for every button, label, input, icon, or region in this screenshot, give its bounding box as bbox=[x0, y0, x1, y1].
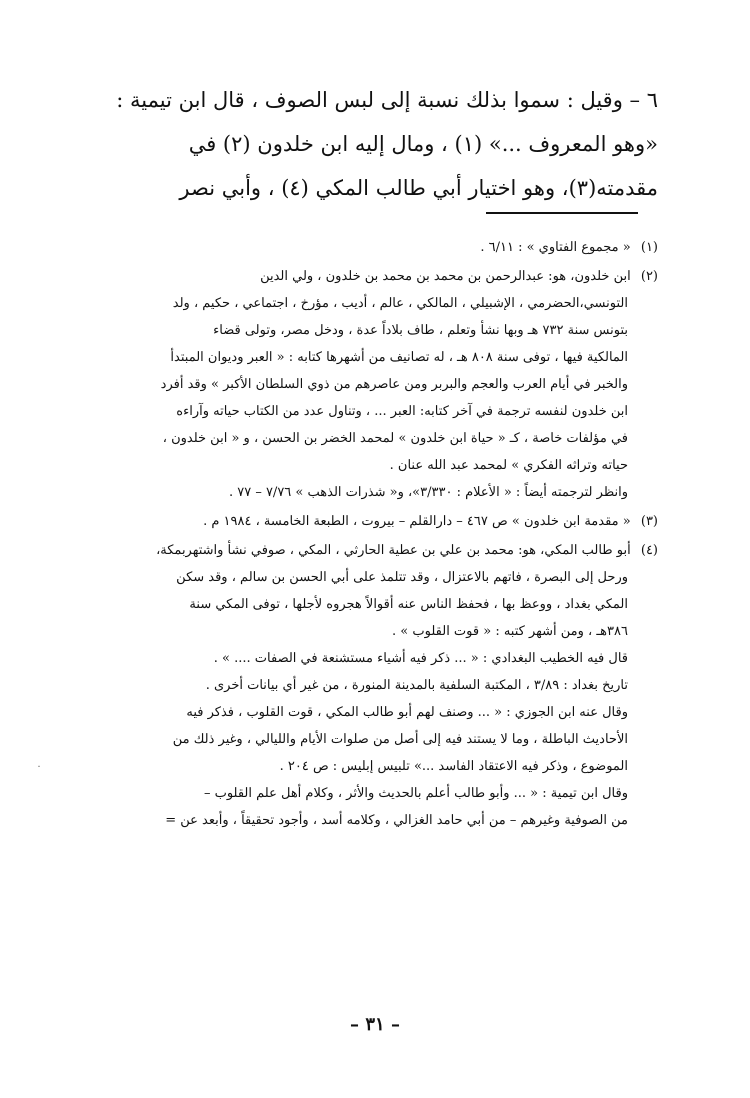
footnote-line: المكي بغداد ، ووعظ بها ، فحفظ الناس عنه أقوالاً هجروه لأجلها ، توفى المكي سنة bbox=[189, 597, 628, 612]
page-number: – ٣١ – bbox=[350, 1014, 400, 1035]
footnote-line: ٣٨٦هـ ، ومن أشهر كتبه : « قوت القلوب » . bbox=[392, 624, 628, 639]
main-line: ٦ – وقيل : سموا بذلك نسبة إلى لبس الصوف ، قال ابن تيمية : bbox=[116, 88, 658, 112]
footnote-text: « مجموع الفتاوي » : ٦/١١ . bbox=[480, 240, 631, 255]
main-line: مقدمته(٣)، وهو اختيار أبي طالب المكي (٤) ، وأبي نصر bbox=[179, 176, 658, 200]
main-line: «وهو المعروف ...» (١) ، ومال إليه ابن خلدون (٢) في bbox=[188, 132, 658, 156]
footnote-number: (٢) bbox=[640, 269, 658, 284]
footnote-number: (٤) bbox=[640, 543, 658, 558]
footnote-line: في مؤلفات خاصة ، كـ « حياة ابن خلدون » لمحمد الخضر بن الحسن ، و « ابن خلدون ، bbox=[162, 431, 628, 446]
footnotes bbox=[94, 234, 658, 836]
margin-mark: ˙ bbox=[36, 764, 42, 778]
footnote-line: حياته وتراثه الفكري » لمحمد عبد الله عنان . bbox=[389, 458, 628, 473]
footnote-line: ابن خلدون، هو: عبدالرحمن بن محمد بن محمد بن خلدون ، ولي الدين bbox=[260, 269, 631, 284]
footnote-line: تاريخ بغداد : ٣/٨٩ ، المكتبة السلفية بالمدينة المنورة ، من غير أي بيانات أخرى . bbox=[205, 678, 628, 693]
footnote-line: أبو طالب المكي، هو: محمد بن علي بن عطية الحارثي ، المكي ، صوفي نشأ واشتهربمكة، bbox=[156, 543, 631, 558]
footnote-line: والخبر في أيام العرب والعجم والبربر ومن عاصرهم من ذوي السلطان الأكبر » وقد أفرد bbox=[160, 377, 628, 392]
footnote-number: (٣) bbox=[640, 514, 658, 529]
footnote-line: التونسي،الحضرمي ، الإشبيلي ، المالكي ، عالم ، أديب ، مؤرخ ، اجتماعي ، حكيم ، ولد bbox=[172, 296, 628, 311]
footnote-2 bbox=[94, 263, 658, 506]
footnote-line: وانظر لترجمته أيضاً : « الأعلام : ٣/٣٣٠»، و« شذرات الذهب » ٧/٧٦ – ٧٧ . bbox=[228, 485, 628, 500]
footnote-number: (١) bbox=[640, 240, 658, 255]
footnote-line: وقال عنه ابن الجوزي : « ... وصنف لهم أبو طالب المكي ، قوت القلوب ، فذكر فيه bbox=[186, 705, 628, 720]
footnote-line: بتونس سنة ٧٣٢ هـ وبها نشأ وتعلم ، طاف بلاداً عدة ، ودخل مصر، وتولى قضاء bbox=[213, 323, 628, 338]
footnote-line: قال فيه الخطيب البغدادي : « ... ذكر فيه أشياء مستشنعة في الصفات .... » . bbox=[213, 651, 628, 666]
footnote-line: المالكية فيها ، توفى سنة ٨٠٨ هـ ، له تصانيف من أشهرها كتابه : « العبر وديوان المبتدأ bbox=[170, 350, 628, 365]
footnote-line: الأحاديث الباطلة ، وما لا يستند فيه إلى أصل من صلوات الأيام والليالي ، وغير ذلك من bbox=[172, 732, 628, 747]
footnote-3 bbox=[94, 508, 658, 535]
footnote-text: « مقدمة ابن خلدون » ص ٤٦٧ – دارالقلم – بيروت ، الطبعة الخامسة ، ١٩٨٤ م . bbox=[203, 514, 631, 529]
footnote-4 bbox=[94, 537, 658, 834]
footnote-line: ورحل إلى البصرة ، فاتهم بالاعتزال ، وقد تتلمذ على أبي الحسن بن سالم ، وقد سكن bbox=[176, 570, 628, 585]
footnote-1 bbox=[94, 234, 658, 261]
footnote-line: الموضوع ، وذكر فيه الاعتقاد الفاسد ...» تلبيس إبليس : ص ٢٠٤ . bbox=[279, 759, 628, 774]
footnote-line: من الصوفية وغيرهم – من أبي حامد الغزالي ، وكلامه أسد ، وأجود تحقيقاً ، وأبعد عن = bbox=[165, 813, 628, 828]
footnote-line: ابن خلدون لنفسه ترجمة في آخر كتابه: العبر ... ، وتناول عدد من الكتاب حياته وآراءه bbox=[176, 404, 628, 419]
main-text bbox=[96, 78, 658, 210]
footnote-separator bbox=[486, 212, 638, 214]
footnote-line: وقال ابن تيمية : « ... وأبو طالب أعلم بالحديث والأثر ، وكلام أهل علم القلوب – bbox=[203, 786, 628, 801]
